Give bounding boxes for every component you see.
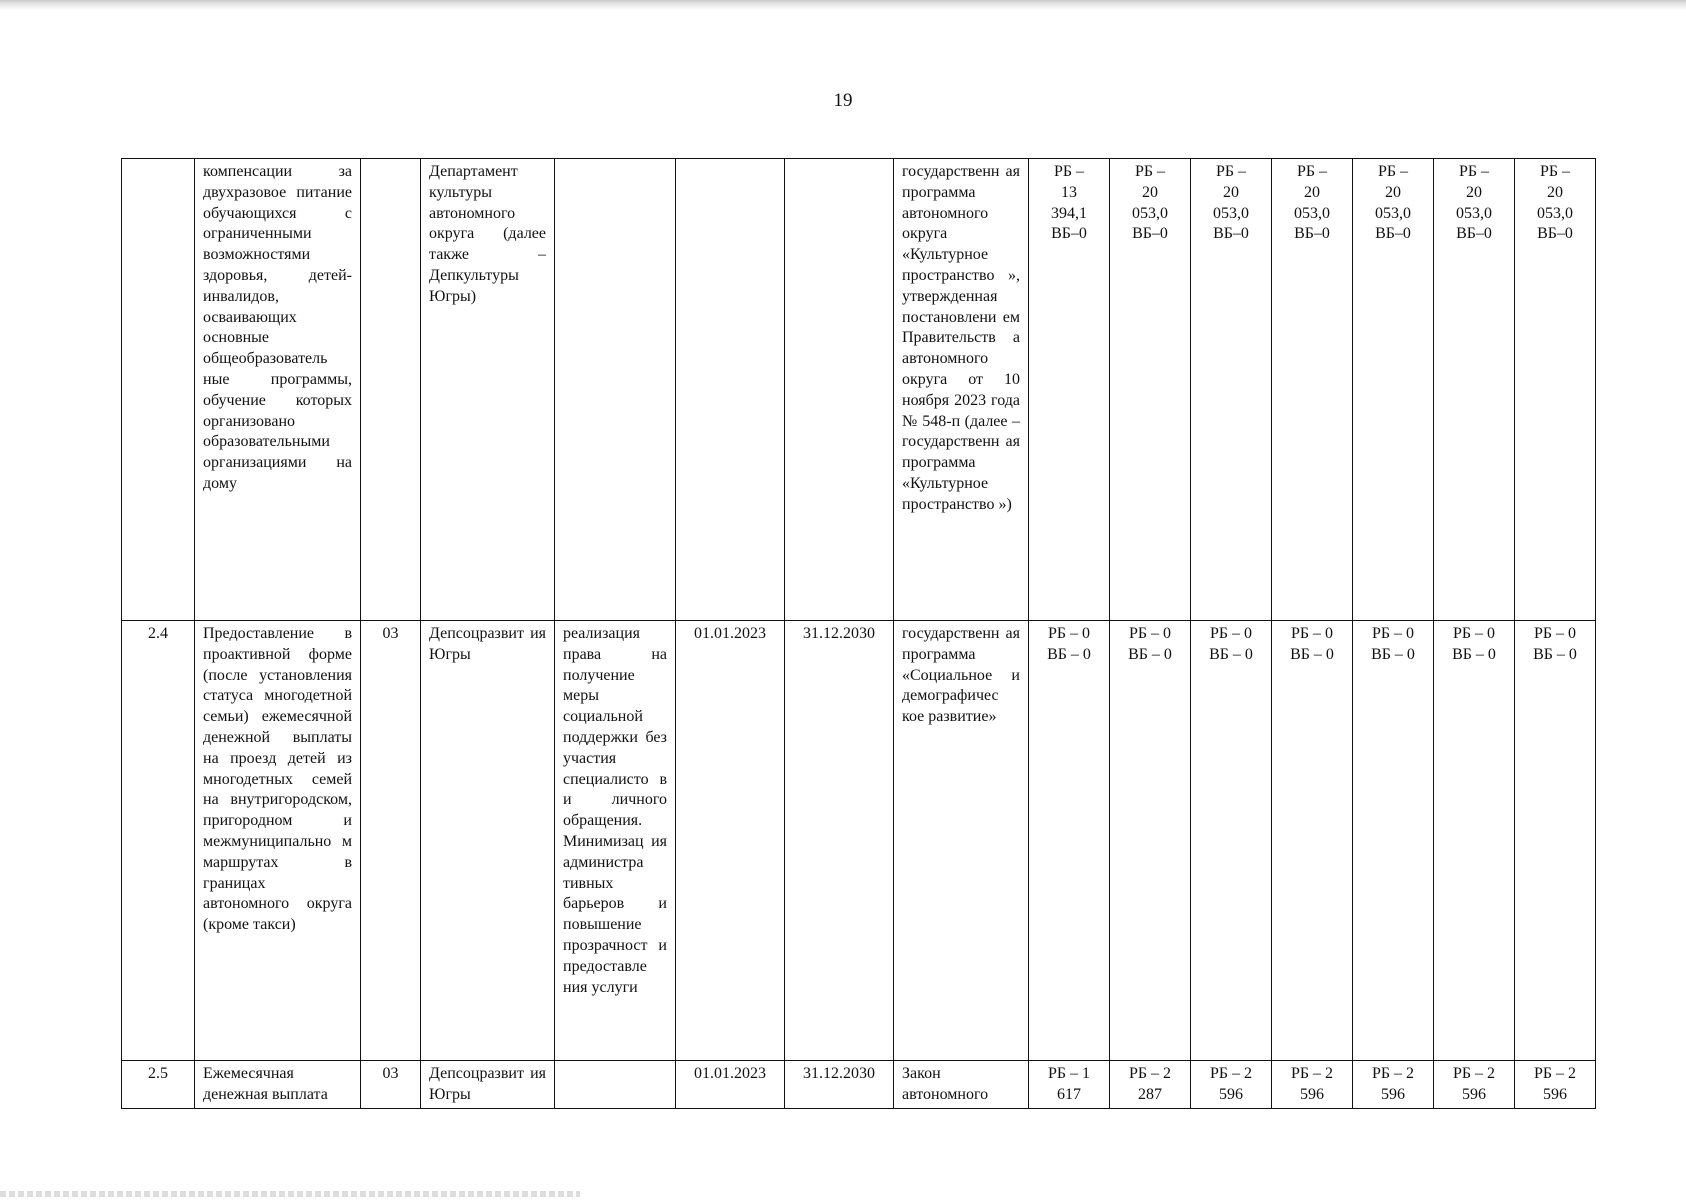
funding-year-6-cell xyxy=(1434,159,1515,621)
funding-amount-line: 394,1 xyxy=(1051,204,1087,222)
funding-year-3-cell xyxy=(1191,621,1272,1061)
funding-amount-line: 13 xyxy=(1061,183,1077,201)
end-date-cell xyxy=(785,159,894,621)
row-number-cell: 2.5 xyxy=(122,1061,195,1109)
basis-document-cell: Закон автономного xyxy=(894,1061,1029,1109)
table-row xyxy=(122,1061,1596,1109)
funding-amount-line: РБ – xyxy=(1134,163,1166,180)
row-number-cell: 2.4 xyxy=(122,621,195,1061)
funding-amount-line: РБ – xyxy=(1053,163,1085,180)
funding-amount-line: РБ – 0 xyxy=(1452,625,1496,642)
funding-amount-line: 20 xyxy=(1547,183,1563,201)
funding-amount-line: РБ – 0 xyxy=(1533,625,1577,642)
executor-cell: Депсоцразвит ия Югры xyxy=(421,621,555,1061)
expected-result-cell xyxy=(555,1061,676,1109)
funding-amount-line: РБ – 2 xyxy=(1128,1065,1172,1082)
expected-result-cell xyxy=(555,159,676,621)
funding-amount-line: РБ – 1 xyxy=(1047,1065,1091,1082)
funding-amount-line: 053,0 xyxy=(1537,204,1573,222)
funding-amount-line: РБ – xyxy=(1215,163,1247,180)
end-date-cell: 31.12.2030 xyxy=(785,1061,894,1109)
funding-year-2-cell xyxy=(1110,621,1191,1061)
funding-year-7-cell xyxy=(1515,159,1596,621)
funding-amount-line: 20 xyxy=(1223,183,1239,201)
measure-name-cell: Предоставление в проактивной форме (после установления статуса многодетной семьи) ежемесячной денежной выплаты на проезд детей из многодетных семей на внутригородском, пригородном и межмуниципально м маршрутах в границах автономного округа (кроме такси) xyxy=(195,621,361,1061)
scan-edge-bottom xyxy=(0,1191,580,1197)
start-date-cell: 01.01.2023 xyxy=(676,1061,785,1109)
funding-amount-line: РБ – 2 xyxy=(1371,1065,1415,1082)
funding-amount-line: РБ – 2 xyxy=(1209,1065,1253,1082)
funding-amount-line: 20 xyxy=(1385,183,1401,201)
funding-amount-line: 053,0 xyxy=(1132,204,1168,222)
funding-amount-line: 053,0 xyxy=(1213,204,1249,222)
funding-amount-line: ВБ–0 xyxy=(1132,225,1168,243)
funding-year-2-cell xyxy=(1110,159,1191,621)
funding-year-1-cell xyxy=(1029,159,1110,621)
code-cell: 03 xyxy=(361,621,421,1061)
funding-amount-line: РБ – 0 xyxy=(1290,625,1334,642)
funding-amount-line: РБ – xyxy=(1458,163,1490,180)
funding-year-7-cell xyxy=(1515,621,1596,1061)
row-number-cell xyxy=(122,159,195,621)
funding-amount-line: 287 xyxy=(1138,1085,1162,1103)
funding-year-2-cell xyxy=(1110,1061,1191,1109)
funding-amount-line: ВБ – 0 xyxy=(1290,645,1334,663)
end-date-cell: 31.12.2030 xyxy=(785,621,894,1061)
code-cell: 03 xyxy=(361,1061,421,1109)
funding-amount-line: ВБ–0 xyxy=(1294,225,1330,243)
start-date-cell xyxy=(676,159,785,621)
funding-amount-line: РБ – xyxy=(1539,163,1571,180)
funding-amount-line: ВБ–0 xyxy=(1375,225,1411,243)
funding-amount-line: РБ – 2 xyxy=(1452,1065,1496,1082)
table-row xyxy=(122,621,1596,1061)
basis-document-cell: государственн ая программа автономного округа «Культурное пространство », утвержденная постановлени ем Правительств а автономного округа от 10 ноября 2023 года № 548-п (далее – государственн ая программа «Культурное пространство ») xyxy=(894,159,1029,621)
funding-year-3-cell xyxy=(1191,159,1272,621)
funding-amount-line: РБ – 0 xyxy=(1371,625,1415,642)
funding-amount-line: ВБ – 0 xyxy=(1533,645,1577,663)
funding-amount-line: 596 xyxy=(1462,1085,1486,1103)
funding-year-6-cell xyxy=(1434,1061,1515,1109)
funding-year-7-cell xyxy=(1515,1061,1596,1109)
measures-table xyxy=(121,158,1596,1109)
funding-amount-line: РБ – 2 xyxy=(1290,1065,1334,1082)
funding-amount-line: 053,0 xyxy=(1456,204,1492,222)
funding-amount-line: РБ – 2 xyxy=(1533,1065,1577,1082)
funding-amount-line: РБ – 0 xyxy=(1209,625,1253,642)
funding-amount-line: 053,0 xyxy=(1294,204,1330,222)
basis-document-cell: государственн ая программа «Социальное и демографичес кое развитие» xyxy=(894,621,1029,1061)
funding-amount-line: 20 xyxy=(1304,183,1320,201)
funding-amount-line: 617 xyxy=(1057,1085,1081,1103)
measure-name-cell: Ежемесячная денежная выплата xyxy=(195,1061,361,1109)
funding-amount-line: ВБ–0 xyxy=(1456,225,1492,243)
page-number: 19 xyxy=(833,90,853,111)
table-row xyxy=(122,159,1596,621)
funding-year-1-cell xyxy=(1029,1061,1110,1109)
funding-amount-line: 596 xyxy=(1543,1085,1567,1103)
funding-amount-line: 20 xyxy=(1142,183,1158,201)
funding-year-5-cell xyxy=(1353,159,1434,621)
executor-cell: Департамент культуры автономного округа (далее также – Депкультуры Югры) xyxy=(421,159,555,621)
funding-year-4-cell xyxy=(1272,1061,1353,1109)
funding-amount-line: ВБ – 0 xyxy=(1128,645,1172,663)
funding-year-4-cell xyxy=(1272,159,1353,621)
funding-year-5-cell xyxy=(1353,1061,1434,1109)
funding-amount-line: 053,0 xyxy=(1375,204,1411,222)
funding-amount-line: ВБ–0 xyxy=(1537,225,1573,243)
funding-amount-line: 596 xyxy=(1381,1085,1405,1103)
funding-amount-line: ВБ – 0 xyxy=(1209,645,1253,663)
funding-amount-line: РБ – 0 xyxy=(1047,625,1091,642)
funding-year-3-cell xyxy=(1191,1061,1272,1109)
funding-year-5-cell xyxy=(1353,621,1434,1061)
executor-cell: Депсоцразвит ия Югры xyxy=(421,1061,555,1109)
funding-amount-line: 596 xyxy=(1300,1085,1324,1103)
expected-result-cell: реализация права на получение меры социальной поддержки без участия специалисто в и личного обращения. Минимизац ия администра тивных барьеров и повышение прозрачност и предоставле ния услуги xyxy=(555,621,676,1061)
code-cell xyxy=(361,159,421,621)
funding-amount-line: 596 xyxy=(1219,1085,1243,1103)
scan-edge-top xyxy=(0,0,1686,10)
funding-amount-line: РБ – 0 xyxy=(1128,625,1172,642)
funding-year-4-cell xyxy=(1272,621,1353,1061)
funding-amount-line: 20 xyxy=(1466,183,1482,201)
funding-amount-line: ВБ – 0 xyxy=(1371,645,1415,663)
funding-amount-line: ВБ–0 xyxy=(1051,225,1087,243)
measure-name-cell: компенсации за двухразовое питание обучающихся с ограниченными возможностями здоровья, детей-инвалидов, осваивающих основные общеобразователь ные программы, обучение которых организовано образовательными организациями на дому xyxy=(195,159,361,621)
funding-amount-line: ВБ–0 xyxy=(1213,225,1249,243)
start-date-cell: 01.01.2023 xyxy=(676,621,785,1061)
funding-amount-line: ВБ – 0 xyxy=(1452,645,1496,663)
funding-year-6-cell xyxy=(1434,621,1515,1061)
funding-amount-line: ВБ – 0 xyxy=(1047,645,1091,663)
funding-year-1-cell xyxy=(1029,621,1110,1061)
funding-amount-line: РБ – xyxy=(1296,163,1328,180)
funding-amount-line: РБ – xyxy=(1377,163,1409,180)
